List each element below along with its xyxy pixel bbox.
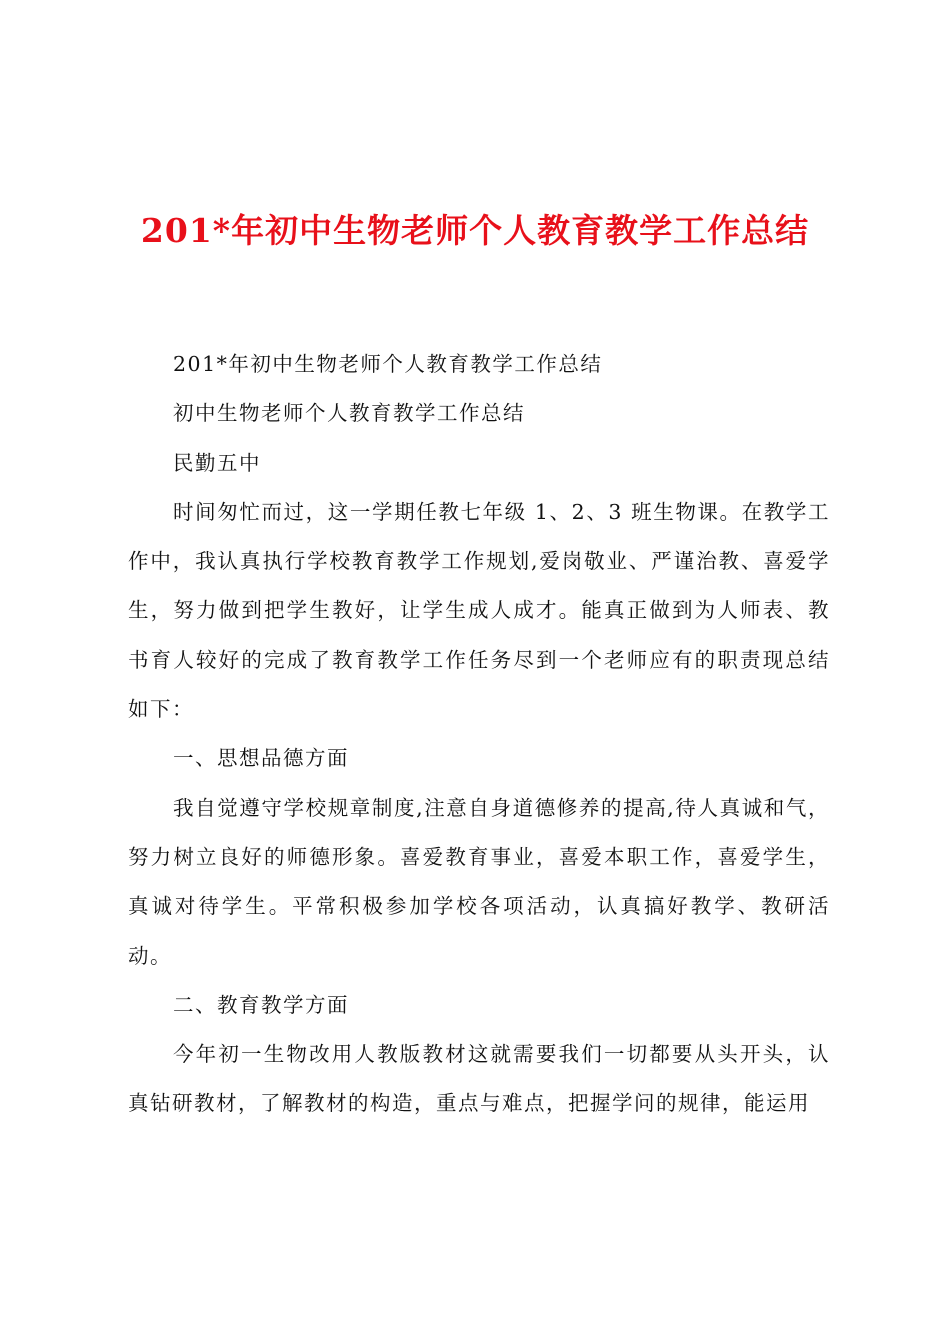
paragraph-teaching: 今年初一生物改用人教版教材这就需要我们一切都要从头开头，认真钻研教材，了解教材的构造，重点与难点，把握学问的规律，能运用 xyxy=(128,1042,830,1116)
document-title: 201*年初中生物老师个人教育教学工作总结 xyxy=(140,211,810,250)
paragraph-moral: 我自觉遵守学校规章制度,注意自身道德修养的提高,待人真诚和气，努力树立良好的师德形象。喜爱教育事业，喜爱本职工作，喜爱学生，真诚对待学生。平常积极参加学校各项活动，认真搞好教学、教研活动。 xyxy=(128,795,830,968)
paragraph-intro: 时间匆忙而过，这一学期任教七年级 1、2、3 班生物课。在教学工作中，我认真执行学校教育教学工作规划,爱岗敬业、严谨治教、喜爱学生，努力做到把学生教好，让学生成人成才。能真正做到为人师表、教书育人较好的完成了教育教学工作任务尽到一个老师应有的职责现总结如下： xyxy=(128,499,830,722)
section-heading-teaching: 二、教育教学方面 xyxy=(173,992,349,1017)
paragraph-school-name: 民勤五中 xyxy=(173,450,261,475)
paragraph-heading-repeat: 201*年初中生物老师个人教育教学工作总结 xyxy=(173,352,603,376)
section-heading-moral: 一、思想品德方面 xyxy=(173,746,349,771)
document-body xyxy=(128,340,830,1129)
paragraph-subtitle: 初中生物老师个人教育教学工作总结 xyxy=(173,401,525,426)
